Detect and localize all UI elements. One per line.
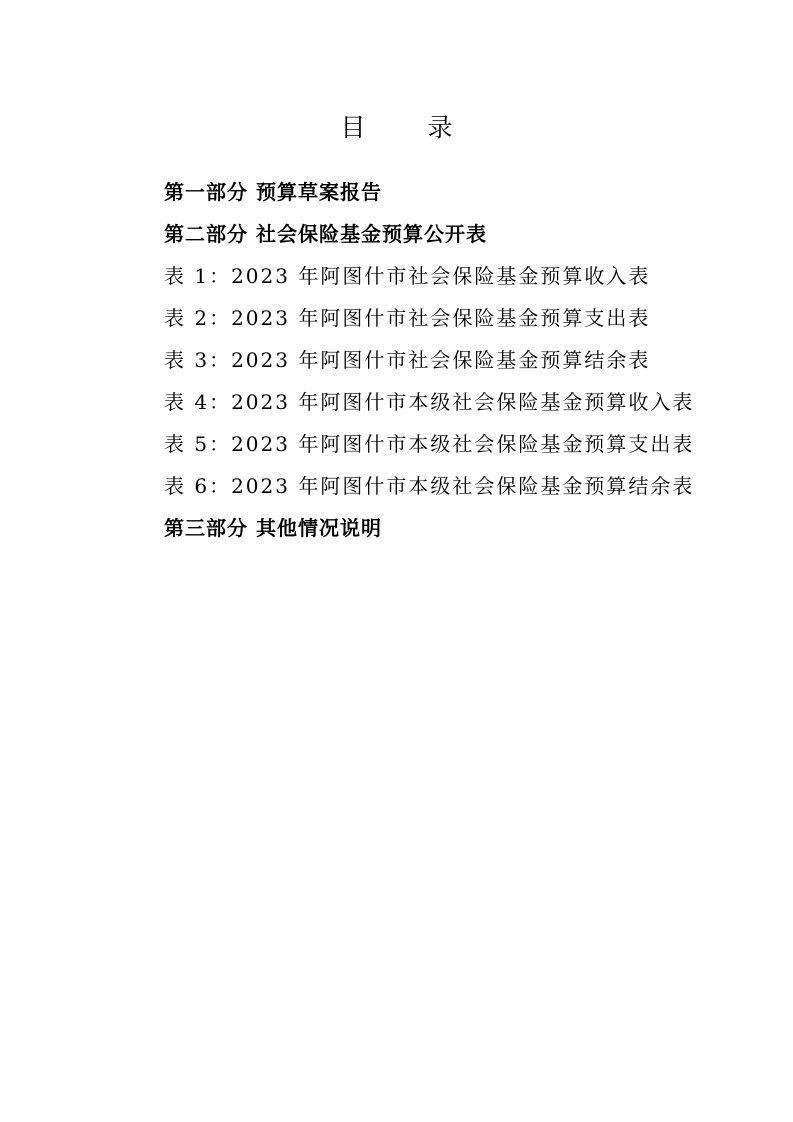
toc-table-3: 表 3：2023 年阿图什市社会保险基金预算结余表 xyxy=(164,348,651,372)
toc-part-2: 第二部分 社会保险基金预算公开表 xyxy=(164,222,487,246)
toc-table-4: 表 4：2023 年阿图什市本级社会保险基金预算收入表 xyxy=(164,390,695,414)
toc-table-1: 表 1：2023 年阿图什市社会保险基金预算收入表 xyxy=(164,264,651,288)
toc-part-3: 第三部分 其他情况说明 xyxy=(164,516,382,540)
page-title: 目录 xyxy=(340,112,515,142)
toc-table-6: 表 6：2023 年阿图什市本级社会保险基金预算结余表 xyxy=(164,474,695,498)
toc-part-1: 第一部分 预算草案报告 xyxy=(164,180,382,204)
toc-table-2: 表 2：2023 年阿图什市社会保险基金预算支出表 xyxy=(164,306,651,330)
toc-table-5: 表 5：2023 年阿图什市本级社会保险基金预算支出表 xyxy=(164,432,695,456)
table-of-contents xyxy=(164,171,724,549)
